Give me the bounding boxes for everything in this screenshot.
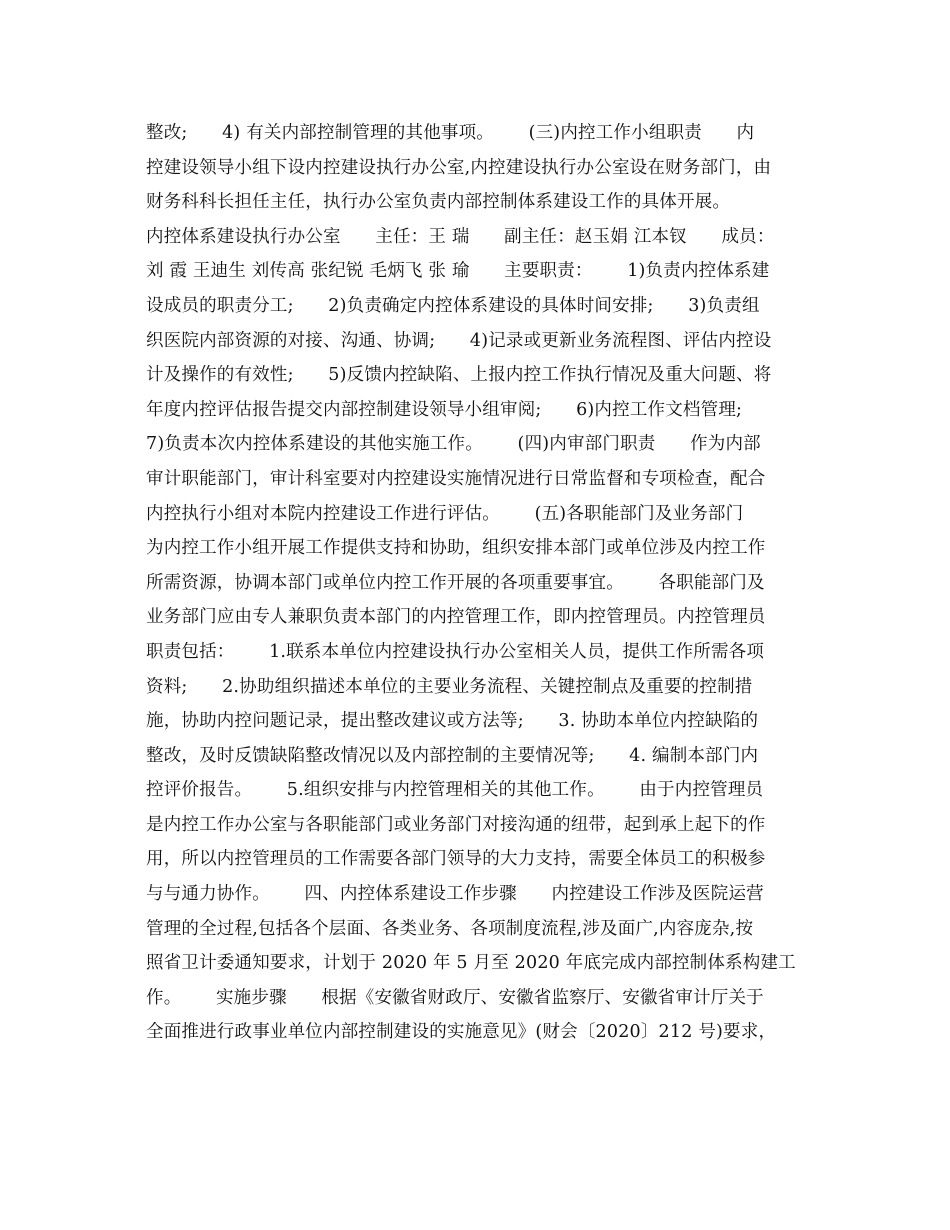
- text-line: 设成员的职责分工; 2)负责确定内控体系建设的具体时间安排; 3)负责组: [146, 295, 760, 316]
- text-line: 审计职能部门，审计科室要对内控建设实施情况进行日常监督和专项检查，配合: [146, 468, 766, 489]
- text-line: 内控执行小组对本院内控建设工作进行评估。 (五)各职能部门及业务部门: [146, 503, 744, 524]
- text-line: 为内控工作小组开展工作提供支持和协助，组织安排本部门或单位涉及内控工作: [146, 538, 766, 559]
- text-line: 管理的全过程,包括各个层面、各类业务、各项制度流程,涉及面广,内容庞杂,按: [146, 918, 754, 939]
- text-line: 照省卫计委通知要求，计划于 2020 年 5 月至 2020 年底完成内部控制体系构建工: [146, 953, 796, 974]
- text-line: 年度内控评估报告提交内部控制建设领导小组审阅; 6)内控工作文档管理;: [146, 399, 743, 420]
- text-line: 资料; 2.协助组织描述本单位的主要业务流程、关键控制点及重要的控制措: [146, 676, 753, 697]
- text-line: 职责包括： 1.联系本单位内控建设执行办公室相关人员，提供工作所需各项: [146, 641, 765, 662]
- text-line: 整改; 4) 有关内部控制管理的其他事项。 (三)内控工作小组职责 内: [146, 123, 755, 143]
- text-line: 用，所以内控管理员的工作需要各部门领导的大力支持，需要全体员工的积极参: [146, 849, 766, 870]
- text-line: 控建设领导小组下设内控建设执行办公室,内控建设执行办公室设在财务部门，由: [146, 157, 772, 178]
- text-line: 全面推进行政事业单位内部控制建设的实施意见》(财会〔2020〕212 号)要求，: [146, 1022, 777, 1043]
- body-text: [146, 116, 816, 1050]
- text-line: 财务科科长担任主任，执行办公室负责内部控制体系建设工作的具体开展。: [146, 192, 731, 213]
- text-line: 计及操作的有效性; 5)反馈内控缺陷、上报内控工作执行情况及重大问题、将: [146, 365, 772, 386]
- text-line: 作。 实施步骤 根据《安徽省财政厅、安徽省监察厅、安徽省审计厅关于: [146, 987, 764, 1008]
- text-line: 控评价报告。 5.组织安排与内控管理相关的其他工作。 由于内控管理员: [146, 780, 764, 801]
- text-line: 内控体系建设执行办公室 主任：王 瑞 副主任：赵玉娟 江本钗 成员：: [146, 226, 775, 247]
- text-line: 刘 霞 王迪生 刘传高 张纪锐 毛炳飞 张 瑜 主要职责： 1)负责内控体系建: [146, 261, 770, 282]
- text-line: 织医院内部资源的对接、沟通、协调; 4)记录或更新业务流程图、评估内控设: [146, 330, 772, 351]
- text-line: 整改，及时反馈缺陷整改情况以及内部控制的主要情况等; 4. 编制本部门内: [146, 745, 759, 766]
- text-line: 施，协助内控问题记录，提出整改建议或方法等; 3. 协助本单位内控缺陷的: [146, 711, 759, 732]
- text-line: 7)负责本次内控体系建设的其他实施工作。 (四)内审部门职责 作为内部: [146, 434, 761, 455]
- text-line: 所需资源，协调本部门或单位内控工作开展的各项重要事宜。 各职能部门及: [146, 572, 765, 593]
- text-line: 与与通力协作。 四、内控体系建设工作步骤 内控建设工作涉及医院运营: [146, 884, 764, 905]
- text-line: 业务部门应由专人兼职负责本部门的内控管理工作，即内控管理员。内控管理员: [146, 607, 766, 628]
- text-line: 是内控工作办公室与各职能部门或业务部门对接沟通的纽带，起到承上起下的作: [146, 814, 766, 835]
